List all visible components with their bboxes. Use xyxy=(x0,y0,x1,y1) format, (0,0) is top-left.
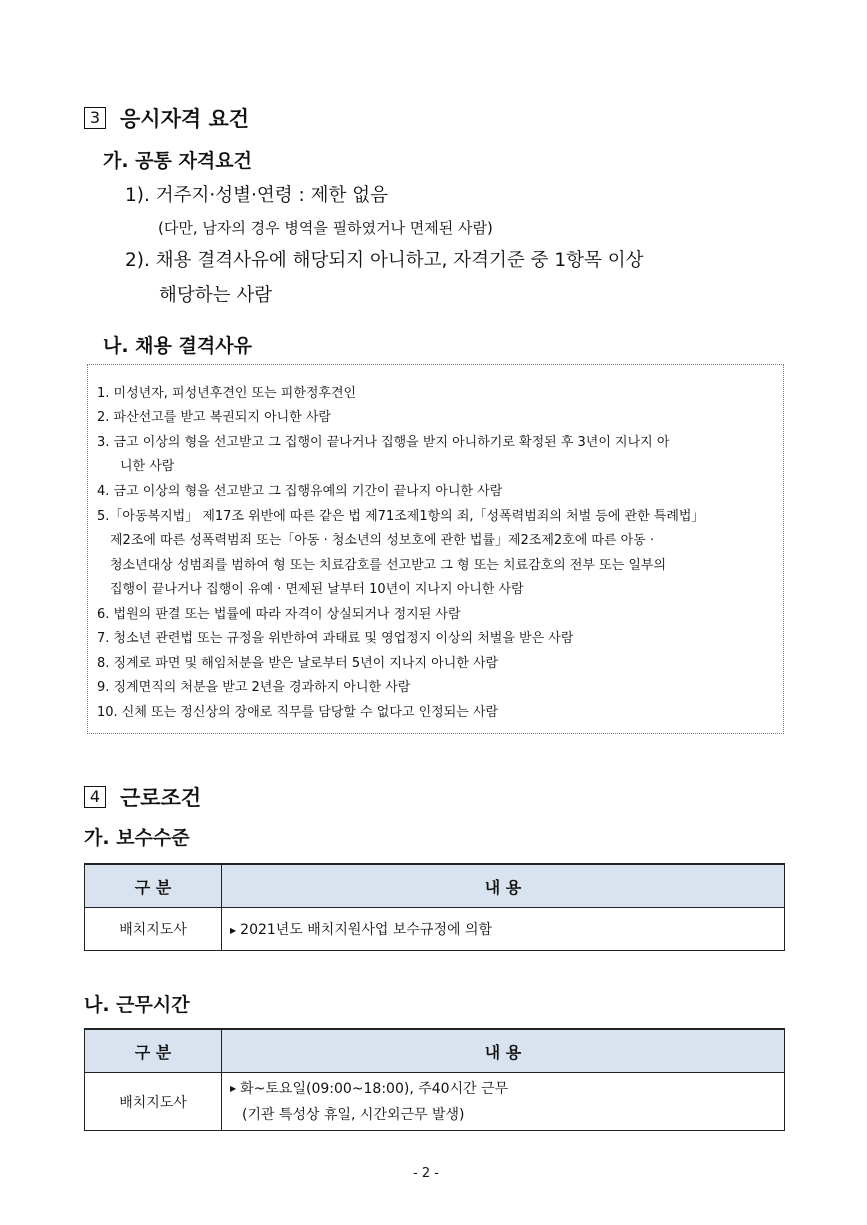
table-row xyxy=(85,908,785,951)
requirement-item-1-note: (다만, 남자의 경우 병역을 필하였거나 면제된 사람) xyxy=(158,219,493,237)
section-3-title: 응시자격 요건 xyxy=(120,107,250,131)
header-content: 내 용 xyxy=(222,864,785,908)
disqualification-line: 5.「아동복지법」 제17조 위반에 따른 같은 법 제71조제1항의 죄,「성폭력범죄의 처벌 등에 관한 특례법」 xyxy=(97,509,705,524)
row-content xyxy=(222,1073,785,1131)
disqualification-line: 1. 미성년자, 피성년후견인 또는 피한정후견인 xyxy=(97,386,357,401)
row-content-line-1: 화~토요일(09:00~18:00), 주40시간 근무 xyxy=(240,1080,509,1097)
row-label: 배치지도사 xyxy=(85,1073,222,1131)
disqualification-line: 7. 청소년 관련법 또는 규정을 위반하여 과태료 및 영업정지 이상의 처벌을 받은 사람 xyxy=(97,631,574,646)
section-4-title: 근로조건 xyxy=(120,786,202,810)
disqualification-line: 니한 사람 xyxy=(120,459,175,474)
requirement-item-1: 1). 거주지·성별·연령 : 제한 없음 xyxy=(125,185,388,206)
requirement-item-2-line-2: 해당하는 사람 xyxy=(159,285,273,306)
disqualification-line: 제2조에 따른 성폭력범죄 또는「아동 · 청소년의 성보호에 관한 법률」제2조제2호에 따른 아동 · xyxy=(110,533,655,548)
triangle-right-icon: ▶ xyxy=(230,1083,237,1093)
disqualification-line: 2. 파산선고를 받고 복권되지 아니한 사람 xyxy=(97,410,331,425)
pay-table xyxy=(84,863,785,951)
hours-table xyxy=(84,1028,785,1131)
section-number-box: 4 xyxy=(84,786,106,808)
disqualification-line: 6. 법원의 판결 또는 법률에 따라 자격이 상실되거나 정지된 사람 xyxy=(97,607,461,622)
disqualification-line: 8. 징계로 파면 및 해임처분을 받은 날로부터 5년이 지나지 아니한 사람 xyxy=(97,656,499,671)
disqualification-line: 4. 금고 이상의 형을 선고받고 그 집행유예의 기간이 끝나지 아니한 사람 xyxy=(97,484,503,499)
disqualification-line: 집행이 끝나거나 집행이 유예 · 면제된 날부터 10년이 지나지 아니한 사람 xyxy=(110,582,524,597)
page-number: - 2 - xyxy=(413,1166,439,1181)
disqualification-line: 9. 징계면직의 처분을 받고 2년을 경과하지 아니한 사람 xyxy=(97,680,411,695)
row-label: 배치지도사 xyxy=(85,908,222,951)
row-content-line-2: (기관 특성상 휴일, 시간외근무 발생) xyxy=(242,1106,465,1123)
table-row xyxy=(85,1073,785,1131)
header-category: 구 분 xyxy=(85,864,222,908)
disqualification-line: 10. 신체 또는 정신상의 장애로 직무를 담당할 수 없다고 인정되는 사람 xyxy=(97,705,499,720)
subsection-working-hours: 나. 근무시간 xyxy=(84,994,190,1016)
header-category: 구 분 xyxy=(85,1029,222,1073)
section-4-heading xyxy=(84,782,201,812)
header-content: 내 용 xyxy=(222,1029,785,1073)
section-number-box: 3 xyxy=(84,107,106,129)
table-header-row xyxy=(85,1029,785,1073)
subsection-pay-level: 가. 보수수준 xyxy=(84,827,190,849)
triangle-right-icon: ▶ xyxy=(230,925,237,935)
disqualification-line: 청소년대상 성범죄를 범하여 형 또는 치료감호를 선고받고 그 형 또는 치료감호의 전부 또는 일부의 xyxy=(110,558,667,573)
row-content-text: 2021년도 배치지원사업 보수규정에 의함 xyxy=(240,922,492,938)
disqualification-line: 3. 금고 이상의 형을 선고받고 그 집행이 끝나거나 집행을 받지 아니하기로 확정된 후 3년이 지나지 아 xyxy=(97,435,670,450)
row-content xyxy=(222,908,785,951)
subsection-disqualifications: 나. 채용 결격사유 xyxy=(103,335,252,357)
subsection-common-requirements: 가. 공통 자격요건 xyxy=(103,150,252,172)
table-header-row xyxy=(85,864,785,908)
section-3-heading xyxy=(84,103,249,133)
requirement-item-2-line-1: 2). 채용 결격사유에 해당되지 아니하고, 자격기준 중 1항목 이상 xyxy=(125,250,644,271)
